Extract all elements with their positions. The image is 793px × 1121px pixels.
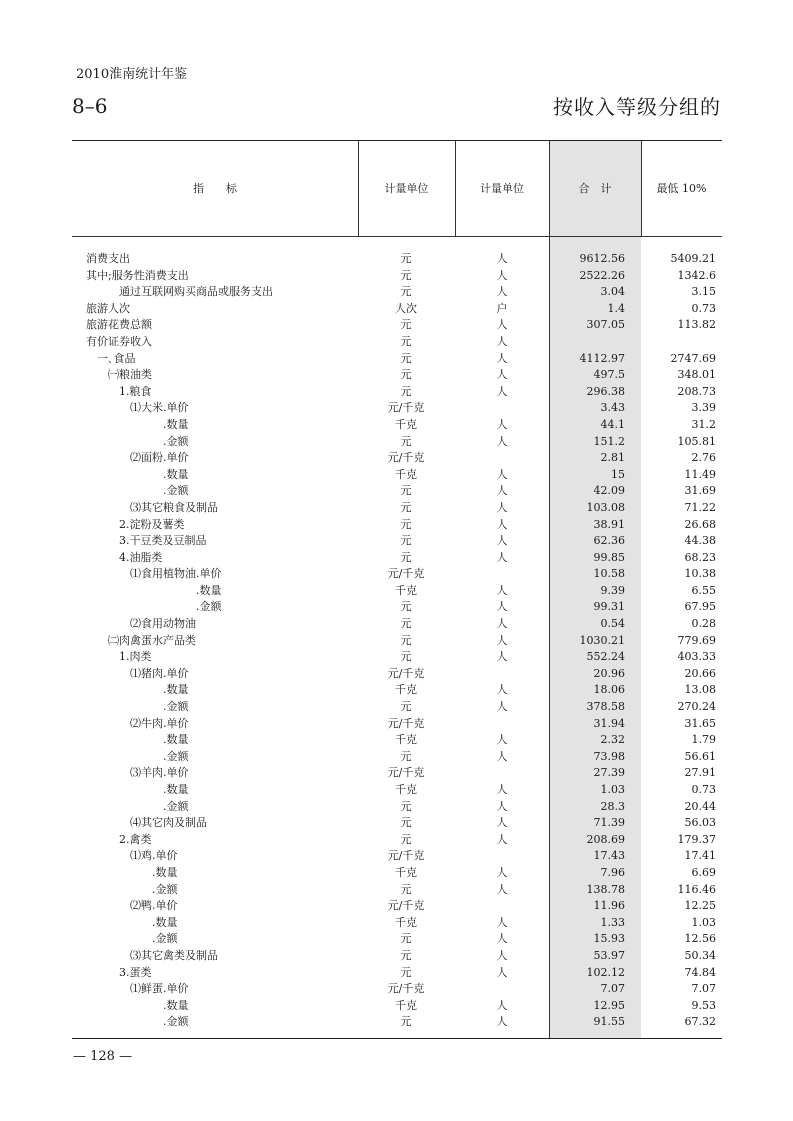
row-lowest-10: 27.91 — [684, 766, 716, 780]
row-total: 1.33 — [600, 915, 625, 929]
row-lowest-10: 12.25 — [684, 899, 716, 913]
table-row — [72, 799, 722, 816]
row-label: 1.粮食 — [119, 384, 152, 398]
row-unit: 元 — [400, 633, 412, 647]
row-lowest-10: 1.03 — [691, 915, 716, 929]
table-row — [72, 251, 722, 268]
table-row — [72, 749, 722, 766]
table-row — [72, 550, 722, 567]
row-unit-per: 人 — [496, 434, 508, 448]
row-total: 296.38 — [586, 384, 625, 398]
table-row — [72, 268, 722, 285]
row-lowest-10: 2747.69 — [670, 351, 716, 365]
table-row — [72, 898, 722, 915]
row-label: 3.干豆类及豆制品 — [119, 534, 207, 548]
table-row — [72, 732, 722, 749]
row-lowest-10: 1342.6 — [677, 268, 716, 282]
row-total: 103.08 — [586, 500, 625, 514]
row-unit: 元/千克 — [387, 451, 425, 465]
row-lowest-10: 2.76 — [691, 451, 716, 465]
row-label: .数量 — [163, 733, 189, 747]
row-lowest-10: 31.69 — [684, 484, 716, 498]
header-bottom-rule — [72, 236, 722, 237]
row-unit-per: 人 — [496, 268, 508, 282]
row-total: 17.43 — [593, 849, 625, 863]
row-label: .金额 — [163, 799, 189, 813]
table-row — [72, 915, 722, 932]
row-lowest-10: 105.81 — [677, 434, 716, 448]
row-total: 2.81 — [600, 451, 625, 465]
row-unit-per: 人 — [496, 467, 508, 481]
row-lowest-10: 17.41 — [684, 849, 716, 863]
row-label: .金额 — [196, 600, 222, 614]
row-lowest-10: 56.03 — [684, 816, 716, 830]
row-unit-per: 人 — [496, 832, 508, 846]
row-total: 31.94 — [593, 716, 625, 730]
row-lowest-10: 20.66 — [684, 666, 716, 680]
page-title: 按收入等级分组的 — [553, 95, 721, 119]
row-label: 3.蛋类 — [119, 965, 152, 979]
row-total: 3.43 — [600, 401, 625, 415]
row-label: ⑵鸭.单价 — [130, 899, 178, 913]
row-total: 12.95 — [593, 998, 625, 1012]
table-row — [72, 367, 722, 384]
row-label: ⑴猪肉.单价 — [130, 666, 189, 680]
row-lowest-10: 5409.21 — [670, 252, 716, 265]
row-total: 18.06 — [593, 683, 625, 697]
table-row — [72, 301, 722, 318]
row-label: .数量 — [163, 683, 189, 697]
row-label: 2.淀粉及薯类 — [119, 517, 185, 531]
row-label: .金额 — [152, 932, 178, 946]
table-row — [72, 699, 722, 716]
row-total: 102.12 — [586, 965, 625, 979]
row-unit: 元 — [400, 600, 412, 614]
row-lowest-10: 3.15 — [691, 285, 716, 299]
row-total: 7.96 — [600, 865, 625, 879]
row-total: 99.31 — [593, 600, 625, 614]
table-row — [72, 815, 722, 832]
row-label: ⑷其它肉及制品 — [130, 816, 207, 830]
row-label: 消费支出 — [86, 252, 130, 265]
row-lowest-10: 113.82 — [677, 318, 716, 332]
row-label: 通过互联网购买商品或服务支出 — [119, 285, 273, 299]
row-label: .金额 — [163, 749, 189, 763]
table-row — [72, 998, 722, 1015]
row-total: 151.2 — [593, 434, 625, 448]
row-unit: 元/千克 — [387, 982, 425, 996]
row-total: 7.07 — [600, 982, 625, 996]
table-row — [72, 400, 722, 417]
row-unit-per: 人 — [496, 783, 508, 796]
row-unit: 元/千克 — [387, 899, 425, 913]
row-unit: 千克 — [395, 915, 417, 929]
row-lowest-10: 179.37 — [677, 832, 716, 846]
table-row — [72, 765, 722, 782]
row-unit: 元 — [400, 1015, 412, 1029]
row-unit-per: 人 — [496, 915, 508, 929]
row-lowest-10: 0.28 — [691, 617, 716, 631]
table-row — [72, 384, 722, 401]
row-lowest-10: 50.34 — [684, 948, 716, 962]
row-unit: 元 — [400, 517, 412, 531]
row-unit-per: 人 — [496, 417, 508, 431]
row-label: .数量 — [163, 783, 189, 796]
row-lowest-10: 116.46 — [677, 882, 716, 896]
row-lowest-10: 3.39 — [691, 401, 716, 415]
table-row — [72, 981, 722, 998]
table-row — [72, 334, 722, 351]
row-total: 552.24 — [586, 650, 625, 664]
row-total: 307.05 — [586, 318, 625, 332]
table-row — [72, 666, 722, 683]
row-unit-per: 人 — [496, 1015, 508, 1029]
row-total: 3.04 — [600, 285, 625, 299]
row-label: ⑵食用动物油 — [130, 617, 196, 631]
table-row — [72, 882, 722, 899]
row-unit: 元 — [400, 650, 412, 664]
row-unit-per: 人 — [496, 334, 508, 348]
row-lowest-10: 71.22 — [684, 500, 716, 514]
table-row — [72, 599, 722, 616]
row-lowest-10: 13.08 — [684, 683, 716, 697]
row-unit: 元/千克 — [387, 766, 425, 780]
table-row — [72, 782, 722, 799]
row-unit: 元/千克 — [387, 666, 425, 680]
row-label: ⑴食用植物油.单价 — [130, 567, 222, 581]
table-row — [72, 351, 722, 368]
row-unit: 元 — [400, 500, 412, 514]
row-unit: 千克 — [395, 998, 417, 1012]
row-label: 一､食品 — [97, 351, 136, 365]
row-unit: 元 — [400, 334, 412, 348]
row-unit: 人次 — [395, 301, 417, 315]
table-row — [72, 931, 722, 948]
row-label: .数量 — [163, 998, 189, 1012]
row-total: 73.98 — [593, 749, 625, 763]
table-row — [72, 317, 722, 334]
row-lowest-10: 67.95 — [684, 600, 716, 614]
row-unit: 元 — [400, 832, 412, 846]
row-lowest-10: 0.73 — [691, 783, 716, 796]
row-unit-per: 人 — [496, 583, 508, 597]
row-total: 99.85 — [593, 550, 625, 564]
row-unit-per: 人 — [496, 384, 508, 398]
row-unit: 千克 — [395, 865, 417, 879]
row-unit: 元 — [400, 268, 412, 282]
row-unit: 元 — [400, 285, 412, 299]
row-unit: 元 — [400, 617, 412, 631]
row-total: 42.09 — [593, 484, 625, 498]
row-unit: 千克 — [395, 467, 417, 481]
row-total: 2522.26 — [579, 268, 625, 282]
table-row — [72, 965, 722, 982]
row-unit-per: 人 — [496, 484, 508, 498]
row-label: ㈡肉禽蛋水产品类 — [108, 633, 196, 647]
row-unit: 元 — [400, 799, 412, 813]
row-unit-per: 人 — [496, 932, 508, 946]
row-lowest-10: 12.56 — [684, 932, 716, 946]
row-unit: 千克 — [395, 417, 417, 431]
table-row — [72, 633, 722, 650]
row-unit-per: 人 — [496, 550, 508, 564]
row-unit-per: 人 — [496, 600, 508, 614]
row-unit: 元 — [400, 932, 412, 946]
row-unit: 元 — [400, 318, 412, 332]
row-unit: 元/千克 — [387, 849, 425, 863]
table-row — [72, 500, 722, 517]
row-total: 71.39 — [593, 816, 625, 830]
row-unit-per: 人 — [496, 816, 508, 830]
row-label: ㈠粮油类 — [108, 368, 152, 382]
row-label: 其中;服务性消费支出 — [86, 268, 189, 282]
table-body — [72, 251, 722, 1031]
table-row — [72, 566, 722, 583]
table-row — [72, 467, 722, 484]
row-unit: 千克 — [395, 583, 417, 597]
row-unit-per: 人 — [496, 633, 508, 647]
row-label: .数量 — [152, 865, 178, 879]
table-code: 8–6 — [72, 94, 108, 118]
row-total: 2.32 — [600, 733, 625, 747]
row-unit-per: 人 — [496, 882, 508, 896]
row-unit-per: 人 — [496, 285, 508, 299]
row-unit: 元 — [400, 948, 412, 962]
row-unit: 元 — [400, 882, 412, 896]
row-unit-per: 人 — [496, 700, 508, 714]
row-label: .金额 — [163, 484, 189, 498]
row-label: 旅游人次 — [86, 301, 130, 315]
row-label: .数量 — [163, 417, 189, 431]
row-unit: 元 — [400, 965, 412, 979]
row-unit-per: 人 — [496, 749, 508, 763]
row-label: .数量 — [152, 915, 178, 929]
row-total: 44.1 — [600, 417, 625, 431]
row-lowest-10: 7.07 — [691, 982, 716, 996]
table-row — [72, 517, 722, 534]
row-label: .数量 — [196, 583, 222, 597]
row-label: 4.油脂类 — [119, 550, 163, 564]
header-total: 合 计 — [578, 182, 612, 195]
page-number: — 128 — — [73, 1049, 133, 1064]
row-unit-per: 人 — [496, 318, 508, 332]
table-row — [72, 417, 722, 434]
row-lowest-10: 403.33 — [677, 650, 716, 664]
row-lowest-10: 68.23 — [684, 550, 716, 564]
row-unit: 元 — [400, 351, 412, 365]
table-row — [72, 533, 722, 550]
header-unit-per: 计量单位 — [480, 182, 524, 195]
row-unit: 元 — [400, 534, 412, 548]
table-row — [72, 649, 722, 666]
row-label: 旅游花费总额 — [86, 318, 152, 332]
row-unit: 千克 — [395, 733, 417, 747]
row-total: 1030.21 — [579, 633, 625, 647]
header-unit: 计量单位 — [384, 182, 429, 195]
row-unit-per: 人 — [496, 252, 508, 265]
row-total: 15 — [611, 467, 625, 481]
row-total: 1.4 — [607, 301, 625, 315]
table-row — [72, 434, 722, 451]
row-lowest-10: 0.73 — [691, 301, 716, 315]
row-total: 11.96 — [593, 899, 625, 913]
row-lowest-10: 56.61 — [684, 749, 716, 763]
row-label: .数量 — [163, 467, 189, 481]
row-unit: 元 — [400, 384, 412, 398]
row-unit: 元 — [400, 816, 412, 830]
header-indicator: 指 标 — [193, 182, 237, 195]
row-total: 62.36 — [593, 534, 625, 548]
row-lowest-10: 9.53 — [691, 998, 716, 1012]
row-unit: 元/千克 — [387, 567, 425, 581]
row-unit: 元/千克 — [387, 716, 425, 730]
row-label: 2.禽类 — [119, 832, 152, 846]
row-unit-per: 人 — [496, 500, 508, 514]
row-unit-per: 人 — [496, 617, 508, 631]
row-total: 15.93 — [593, 932, 625, 946]
table-row — [72, 716, 722, 733]
row-total: 138.78 — [586, 882, 625, 896]
row-unit: 元/千克 — [387, 401, 425, 415]
row-lowest-10: 44.38 — [684, 534, 716, 548]
row-unit-per: 人 — [496, 534, 508, 548]
row-unit-per: 人 — [496, 368, 508, 382]
row-total: 10.58 — [593, 567, 625, 581]
row-lowest-10: 208.73 — [677, 384, 716, 398]
row-unit-per: 人 — [496, 948, 508, 962]
row-label: ⑴鲜蛋.单价 — [130, 982, 189, 996]
table-row — [72, 483, 722, 500]
row-label: ⑶羊肉.单价 — [130, 766, 189, 780]
row-total: 497.5 — [593, 368, 625, 382]
row-unit: 元 — [400, 700, 412, 714]
row-unit-per: 人 — [496, 865, 508, 879]
row-lowest-10: 10.38 — [684, 567, 716, 581]
row-lowest-10: 6.55 — [691, 583, 716, 597]
row-total: 53.97 — [593, 948, 625, 962]
row-label: .金额 — [163, 700, 189, 714]
row-lowest-10: 348.01 — [677, 368, 716, 382]
row-lowest-10: 31.65 — [684, 716, 716, 730]
row-label: ⑶其它禽类及制品 — [130, 948, 218, 962]
table-row — [72, 284, 722, 301]
row-lowest-10: 779.69 — [677, 633, 716, 647]
row-label: ⑵面粉.单价 — [130, 451, 189, 465]
row-unit-per: 人 — [496, 517, 508, 531]
row-total: 9612.56 — [579, 252, 625, 265]
row-unit: 元 — [400, 252, 412, 265]
row-lowest-10: 67.32 — [684, 1015, 716, 1029]
row-total: 9.39 — [600, 583, 625, 597]
row-label: ⑴鸡.单价 — [130, 849, 178, 863]
row-unit-per: 户 — [496, 301, 508, 315]
row-lowest-10: 11.49 — [684, 467, 716, 481]
row-total: 378.58 — [586, 700, 625, 714]
row-unit-per: 人 — [496, 965, 508, 979]
row-label: ⑵牛肉.单价 — [130, 716, 189, 730]
row-total: 20.96 — [593, 666, 625, 680]
row-label: ⑶其它粮食及制品 — [130, 500, 218, 514]
row-lowest-10: 20.44 — [684, 799, 716, 813]
yearbook-title: 2010淮南统计年鉴 — [76, 67, 188, 82]
row-total: 0.54 — [600, 617, 625, 631]
row-unit: 元 — [400, 368, 412, 382]
row-unit-per: 人 — [496, 799, 508, 813]
table-row — [72, 832, 722, 849]
row-unit: 千克 — [395, 683, 417, 697]
row-unit: 元 — [400, 434, 412, 448]
row-total: 91.55 — [593, 1015, 625, 1029]
table-row — [72, 616, 722, 633]
row-unit-per: 人 — [496, 683, 508, 697]
table-row — [72, 1014, 722, 1031]
table-row — [72, 948, 722, 965]
row-lowest-10: 1.79 — [691, 733, 716, 747]
row-unit-per: 人 — [496, 650, 508, 664]
row-unit-per: 人 — [496, 998, 508, 1012]
row-lowest-10: 26.68 — [684, 517, 716, 531]
row-lowest-10: 270.24 — [677, 700, 716, 714]
row-unit: 元 — [400, 484, 412, 498]
row-total: 1.03 — [600, 783, 625, 796]
row-label: .金额 — [163, 1015, 189, 1029]
row-label: .金额 — [163, 434, 189, 448]
row-total: 28.3 — [600, 799, 625, 813]
table-row — [72, 865, 722, 882]
row-unit: 元 — [400, 550, 412, 564]
row-lowest-10: 74.84 — [684, 965, 716, 979]
row-lowest-10: 6.69 — [691, 865, 716, 879]
row-total: 4112.97 — [579, 351, 625, 365]
row-label: 1.肉类 — [119, 650, 152, 664]
row-unit: 千克 — [395, 783, 417, 796]
row-label: ⑴大米.单价 — [130, 401, 189, 415]
header-lowest-10: 最低 10% — [656, 182, 707, 195]
row-lowest-10: 31.2 — [691, 417, 716, 431]
row-unit-per: 人 — [496, 733, 508, 747]
table-bottom-rule — [72, 1038, 722, 1039]
row-label: .金额 — [152, 882, 178, 896]
row-total: 27.39 — [593, 766, 625, 780]
table-row — [72, 848, 722, 865]
table-row — [72, 682, 722, 699]
data-table — [72, 140, 722, 1039]
table-row — [72, 450, 722, 467]
row-total: 208.69 — [586, 832, 625, 846]
row-total: 38.91 — [593, 517, 625, 531]
row-label: 有价证券收入 — [86, 334, 152, 348]
table-row — [72, 583, 722, 600]
row-unit: 元 — [400, 749, 412, 763]
row-unit-per: 人 — [496, 351, 508, 365]
